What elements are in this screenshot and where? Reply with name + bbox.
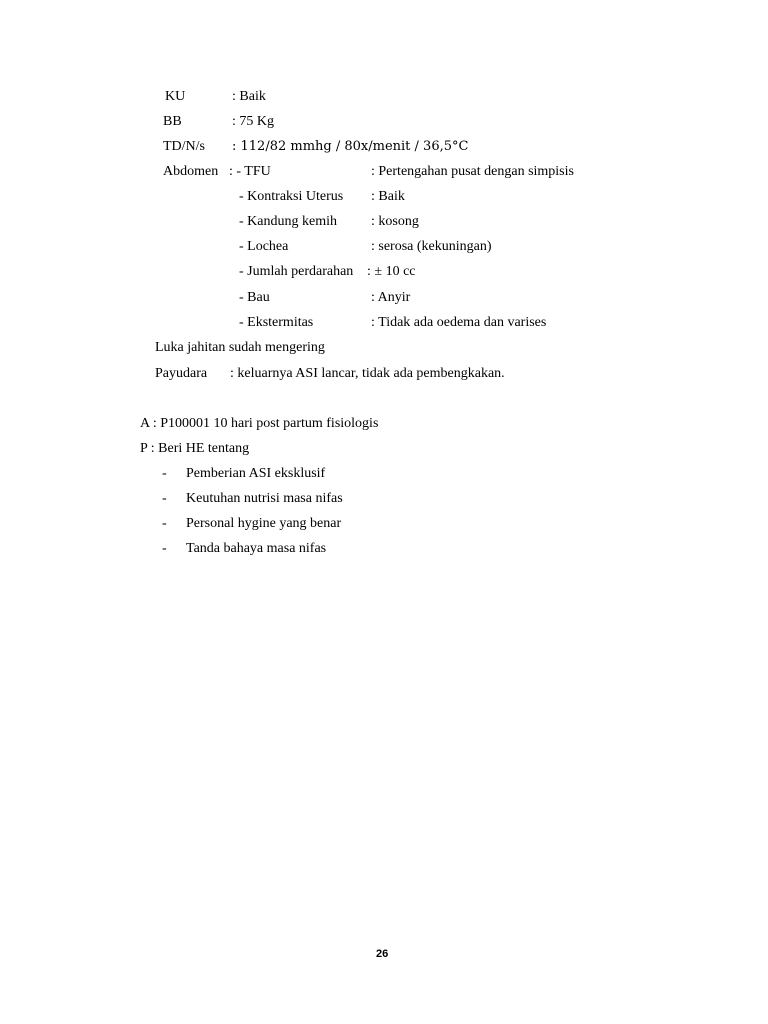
payudara-label: Payudara xyxy=(155,366,208,381)
abdomen-item-label: : - TFU xyxy=(229,164,271,179)
payudara-value: : keluarnya ASI lancar, tidak ada pembengkakan. xyxy=(230,366,505,381)
plan-item: Tanda bahaya masa nifas xyxy=(186,541,327,556)
abdomen-item-value: : Pertengahan pusat dengan simpisis xyxy=(371,164,574,179)
plan-item: Pemberian ASI eksklusif xyxy=(186,466,326,481)
abdomen-item-value: : ± 10 cc xyxy=(367,264,416,279)
plan-bullet: - xyxy=(162,466,167,481)
abdomen-item-value: : serosa (kekuningan) xyxy=(371,239,492,254)
td-value: : 112/82 mmhg / 80x/menit / 36,5°C xyxy=(232,139,469,154)
page-number: 26 xyxy=(376,948,389,960)
abdomen-item-label: - Kandung kemih xyxy=(239,214,337,229)
abdomen-item-value: : Anyir xyxy=(371,290,411,305)
abdomen-item-label: - Jumlah perdarahan xyxy=(239,264,354,279)
plan-bullet: - xyxy=(162,491,167,506)
td-label: TD/N/s xyxy=(163,139,205,154)
bb-label: BB xyxy=(163,114,182,129)
abdomen-item-value: : Baik xyxy=(371,189,405,204)
plan-bullet: - xyxy=(162,516,167,531)
ku-value: : Baik xyxy=(232,89,266,104)
abdomen-item-label: - Bau xyxy=(239,290,270,305)
plan-item: Personal hygine yang benar xyxy=(186,516,342,531)
luka-text: Luka jahitan sudah mengering xyxy=(155,340,325,355)
abdomen-item-value: : kosong xyxy=(371,214,419,229)
abdomen-item-value: : Tidak ada oedema dan varises xyxy=(371,315,547,330)
ku-label: KU xyxy=(165,89,186,104)
abdomen-item-label: - Ekstermitas xyxy=(239,315,314,330)
plan-item: Keutuhan nutrisi masa nifas xyxy=(186,491,343,506)
abdomen-item-label: - Lochea xyxy=(239,239,289,254)
abdomen-label: Abdomen xyxy=(163,164,219,179)
plan-title: P : Beri HE tentang xyxy=(140,441,250,456)
bb-value: : 75 Kg xyxy=(232,114,274,129)
assessment-text: A : P100001 10 hari post partum fisiologis xyxy=(140,416,379,431)
plan-bullet: - xyxy=(162,541,167,556)
abdomen-item-label: - Kontraksi Uterus xyxy=(239,189,344,204)
